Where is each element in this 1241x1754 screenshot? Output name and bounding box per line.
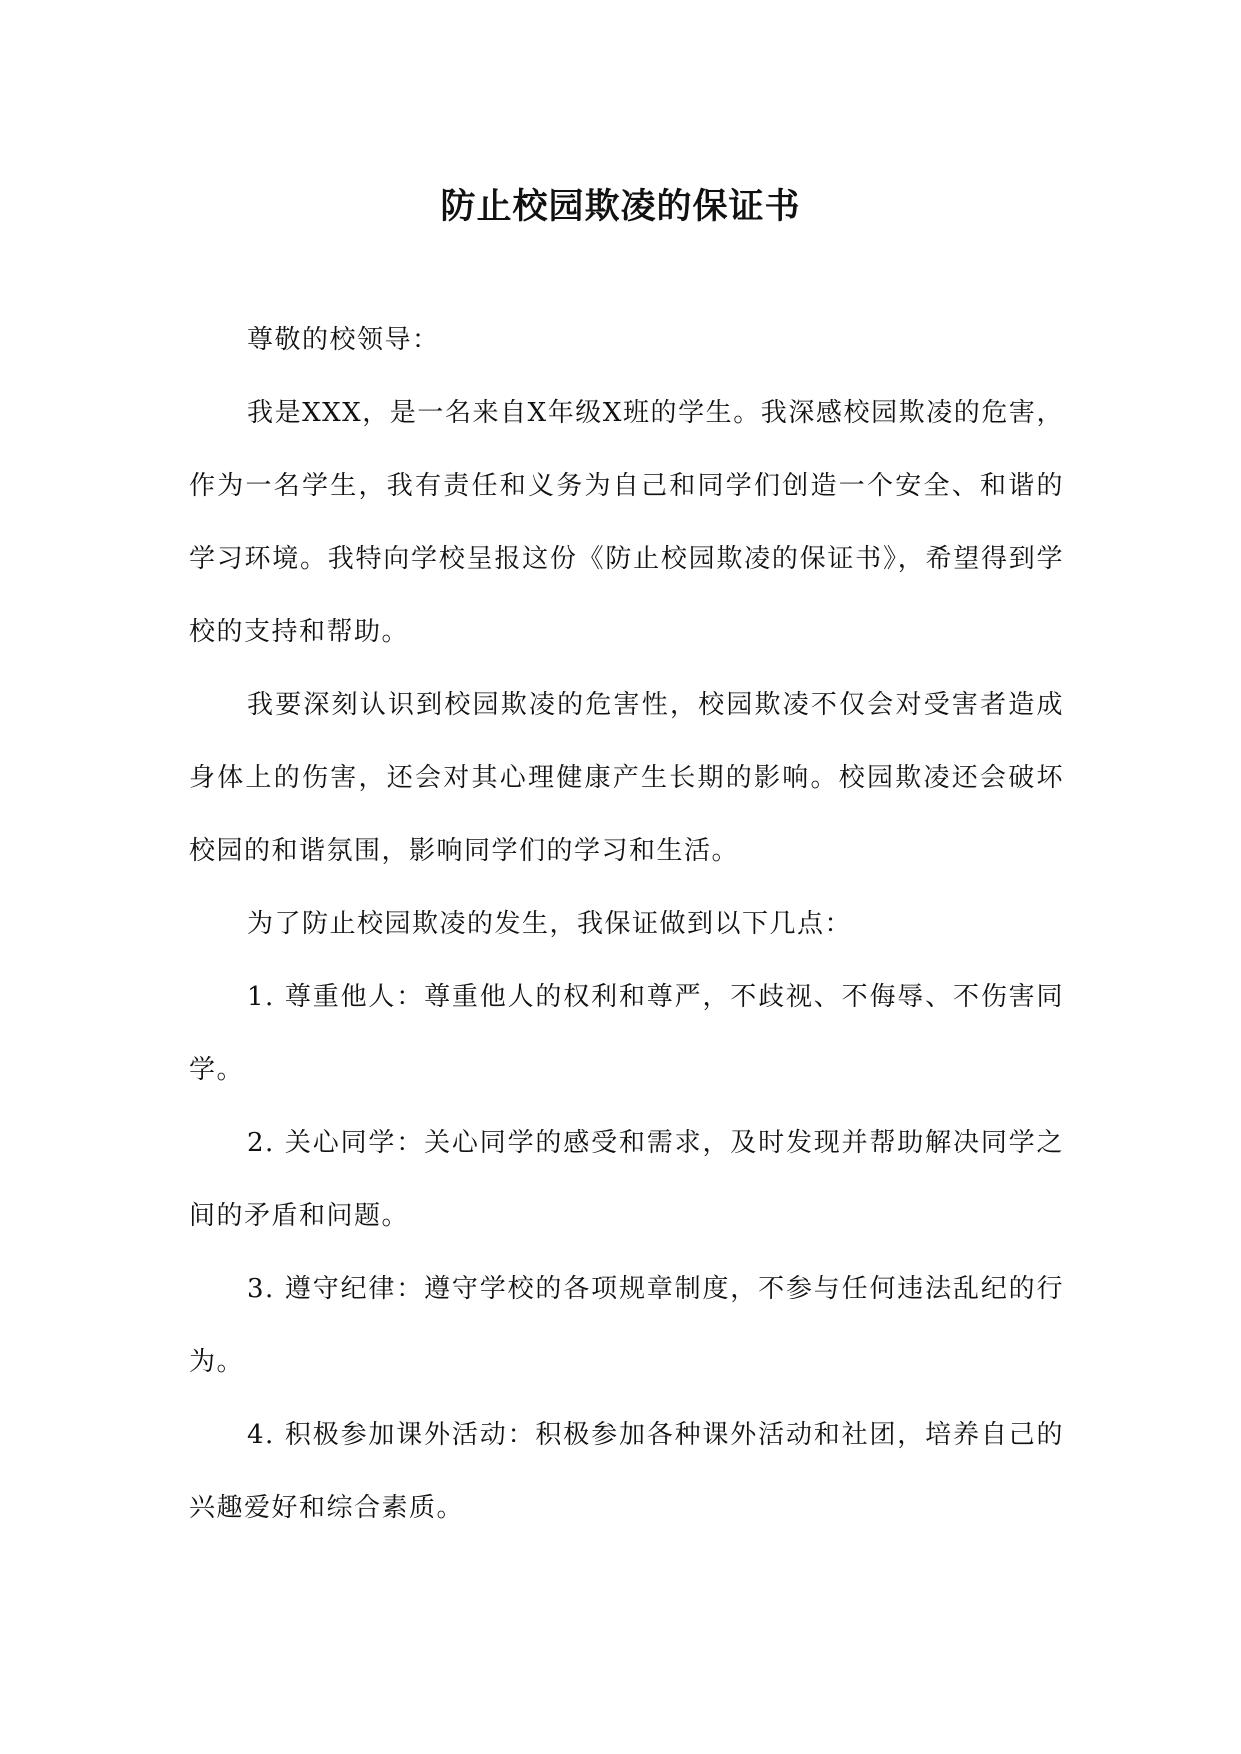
list-item-activities: 4. 积极参加课外活动：积极参加各种课外活动和社团，培养自己的兴趣爱好和综合素质。 xyxy=(189,1420,1064,1523)
paragraph-pledge-intro: 为了防止校园欺凌的发生，我保证做到以下几点： xyxy=(247,909,853,939)
salutation: 尊敬的校领导： xyxy=(247,325,440,355)
list-item-discipline: 3. 遵守纪律：遵守学校的各项规章制度，不参与任何违法乱纪的行为。 xyxy=(189,1274,1064,1377)
document-body xyxy=(189,304,1064,1545)
list-item-care: 2. 关心同学：关心同学的感受和需求，及时发现并帮助解决同学之间的矛盾和问题。 xyxy=(189,1128,1064,1231)
page-title: 防止校园欺凌的保证书 xyxy=(440,186,801,227)
list-item-respect: 1. 尊重他人：尊重他人的权利和尊严，不歧视、不侮辱、不伤害同学。 xyxy=(189,982,1064,1085)
paragraph-harm: 我要深刻认识到校园欺凌的危害性，校园欺凌不仅会对受害者造成身体上的伤害，还会对其心理健康产生长期的影响。校园欺凌还会破坏校园的和谐氛围，影响同学们的学习和生活。 xyxy=(189,690,1064,866)
paragraph-intro: 我是XXX，是一名来自X年级X班的学生。我深感校园欺凌的危害，作为一名学生，我有责任和义务为自己和同学们创造一个安全、和谐的学习环境。我特向学校呈报这份《防止校园欺凌的保证书》，希望得到学校的支持和帮助。 xyxy=(189,398,1064,647)
